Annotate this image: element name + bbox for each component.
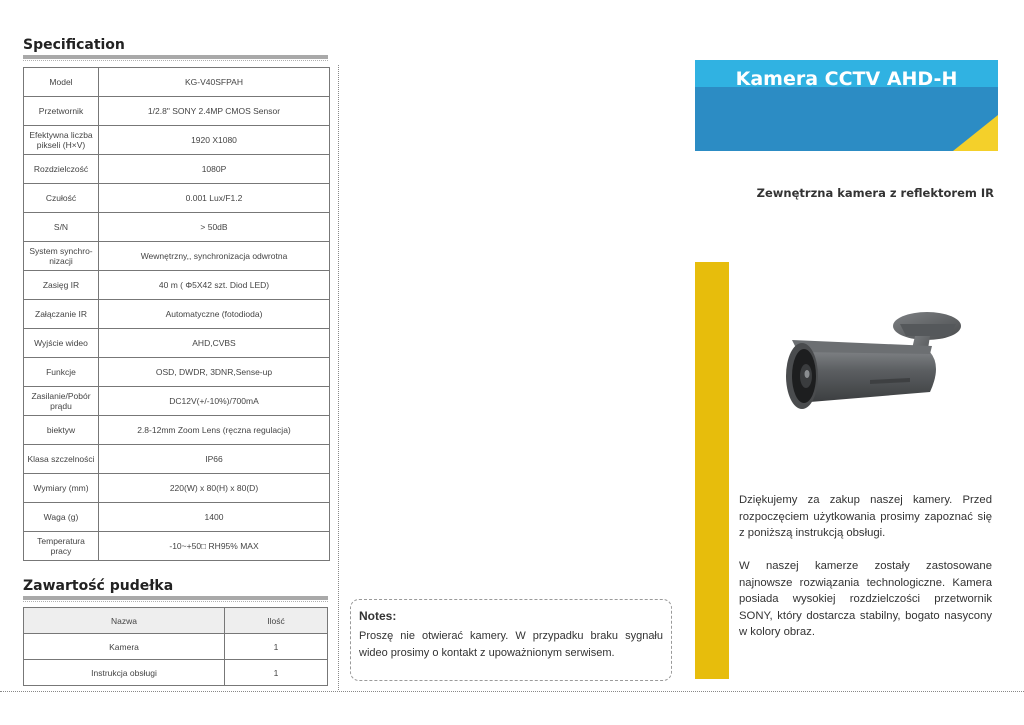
table-row xyxy=(24,329,330,358)
spec-label: Zasilanie/Pobór prądu xyxy=(24,387,99,416)
table-row xyxy=(24,634,328,660)
spec-table xyxy=(23,67,330,561)
camera-image xyxy=(780,296,970,431)
item-name: Kamera xyxy=(24,634,225,660)
table-row xyxy=(24,532,330,561)
table-row xyxy=(24,503,330,532)
notes-title: Notes: xyxy=(359,609,397,623)
spec-value: -10~+50□ RH95% MAX xyxy=(99,532,330,561)
spec-label: biektyw xyxy=(24,416,99,445)
table-row xyxy=(24,300,330,329)
spec-title-underline xyxy=(23,55,328,59)
spec-value: > 50dB xyxy=(99,213,330,242)
spec-label: Przetwornik xyxy=(24,97,99,126)
cover-title: Kamera CCTV AHD-H xyxy=(735,68,958,90)
spec-label: Wyjście wideo xyxy=(24,329,99,358)
spec-label: S/N xyxy=(24,213,99,242)
spec-value: OSD, DWDR, 3DNR,Sense-up xyxy=(99,358,330,387)
title-banner xyxy=(695,60,998,151)
table-row xyxy=(24,155,330,184)
table-row xyxy=(24,445,330,474)
notes-text: Proszę nie otwierać kamery. W przypadku braku sygnału wideo prosimy o kontakt z upoważnionym serwisem. xyxy=(359,630,663,659)
item-name: Instrukcja obsługi xyxy=(24,660,225,686)
spec-label: Waga (g) xyxy=(24,503,99,532)
spec-label: Rozdzielczość xyxy=(24,155,99,184)
cover-subtitle: Zewnętrzna kamera z reflektorem IR xyxy=(756,186,994,200)
banner-triangle xyxy=(953,115,998,151)
item-qty: 1 xyxy=(225,660,328,686)
spec-label: Efektywna liczba pikseli (H×V) xyxy=(24,126,99,155)
spec-value: 1400 xyxy=(99,503,330,532)
spec-label: Załączanie IR xyxy=(24,300,99,329)
spec-value: AHD,CVBS xyxy=(99,329,330,358)
spec-value: Automatyczne (fotodioda) xyxy=(99,300,330,329)
spec-value: 1080P xyxy=(99,155,330,184)
spec-value: DC12V(+/-10%)/700mA xyxy=(99,387,330,416)
table-header-row xyxy=(24,608,328,634)
table-row xyxy=(24,660,328,686)
table-row xyxy=(24,271,330,300)
table-row xyxy=(24,97,330,126)
spec-label: Zasięg IR xyxy=(24,271,99,300)
table-row xyxy=(24,68,330,97)
spec-value: 1/2.8" SONY 2.4MP CMOS Sensor xyxy=(99,97,330,126)
spec-label: Funkcje xyxy=(24,358,99,387)
box-contents-table xyxy=(23,607,328,686)
box-title-underline xyxy=(23,596,328,600)
table-row xyxy=(24,387,330,416)
spec-value: 1920 X1080 xyxy=(99,126,330,155)
spec-value: 0.001 Lux/F1.2 xyxy=(99,184,330,213)
table-row xyxy=(24,126,330,155)
spec-label: Temperatura pracy xyxy=(24,532,99,561)
header-name: Nazwa xyxy=(24,608,225,634)
tech-paragraph: W naszej kamerze zostały zastosowane najnowsze rozwiązania technologiczne. Kamera posiada wysokiej rozdzielczości przetwornik SONY, który dostarcza stabilny, bogato nasycony w kolory obraz. xyxy=(739,560,992,638)
box-title: Zawartość pudełka xyxy=(23,578,174,594)
spec-value: 2.8-12mm Zoom Lens (ręczna regulacja) xyxy=(99,416,330,445)
spec-value: 220(W) x 80(H) x 80(D) xyxy=(99,474,330,503)
spec-value: Wewnętrzny,, synchronizacja odwrotna xyxy=(99,242,330,271)
intro-paragraph: Dziękujemy za zakup naszej kamery. Przed rozpoczęciem użytkowania prosimy zapoznać się z poniższą instrukcją obsługi. xyxy=(739,494,992,539)
fold-line-horizontal xyxy=(0,691,1024,692)
spec-label: System synchro-nizacji xyxy=(24,242,99,271)
yellow-accent-bar xyxy=(695,262,729,679)
spec-title: Specification xyxy=(23,37,125,53)
spec-label: Klasa szczelności xyxy=(24,445,99,474)
spec-label: Model xyxy=(24,68,99,97)
table-row xyxy=(24,213,330,242)
fold-line-vertical xyxy=(338,65,339,690)
spec-value: IP66 xyxy=(99,445,330,474)
spec-value: 40 m ( Φ5X42 szt. Diod LED) xyxy=(99,271,330,300)
table-row xyxy=(24,358,330,387)
notes-box xyxy=(350,599,672,681)
spec-value: KG-V40SFPAH xyxy=(99,68,330,97)
header-qty: Ilość xyxy=(225,608,328,634)
item-qty: 1 xyxy=(225,634,328,660)
table-row xyxy=(24,184,330,213)
spec-label: Wymiary (mm) xyxy=(24,474,99,503)
table-row xyxy=(24,242,330,271)
spec-label: Czułość xyxy=(24,184,99,213)
table-row xyxy=(24,416,330,445)
table-row xyxy=(24,474,330,503)
